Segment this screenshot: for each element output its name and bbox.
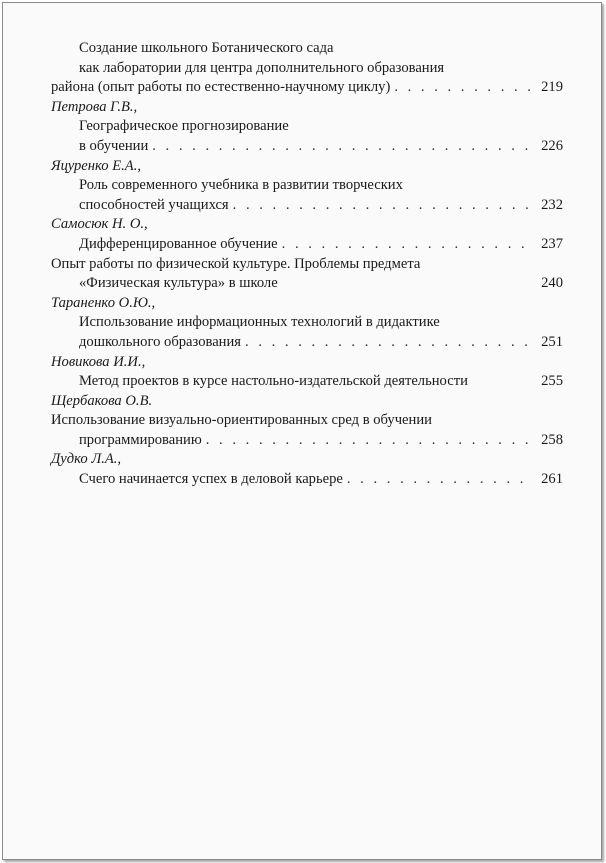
entry-author: Яцуренко Е.А., [51, 157, 141, 174]
entry-title-line: Использование информационных технологий в дидактике [79, 314, 440, 331]
entry-title-line: Метод проектов в курсе настольно-издательской деятельности [79, 373, 468, 390]
page-number: 261 [541, 471, 563, 488]
entry-title-line: Географическое прогнозирование [79, 118, 289, 135]
page-number: 232 [541, 196, 563, 213]
page-number: 240 [541, 275, 563, 292]
entry-title-line: Счего начинается успех в деловой карьере [79, 471, 343, 488]
entry-title-line: Создание школьного Ботанического сада [79, 40, 334, 56]
page-number: 258 [541, 431, 563, 448]
toc-entry [51, 157, 563, 216]
page-number: 219 [541, 79, 563, 96]
dot-leader [233, 196, 531, 216]
toc-entry [51, 392, 563, 451]
entry-author: Самосюк Н. О., [51, 216, 148, 233]
toc-entry [51, 98, 563, 157]
toc-entry [51, 39, 563, 98]
toc-entry [51, 255, 563, 294]
table-of-contents [51, 39, 563, 490]
entry-title-line: «Физическая культура» в школе [79, 275, 278, 292]
entry-author: Дудко Л.А., [51, 451, 122, 468]
entry-title-line: в обучении [79, 137, 149, 154]
page-number: 251 [541, 333, 563, 350]
entry-title-line: Опыт работы по физической культуре. Проблемы предмета [51, 255, 421, 272]
dot-leader [347, 470, 531, 490]
entry-author: Щербакова О.В. [51, 392, 153, 409]
entry-author: Тараненко О.Ю., [51, 294, 156, 311]
document-page [2, 2, 602, 860]
entry-title-line: способностей учащихся [79, 196, 229, 213]
entry-title-line: Использование визуально-ориентированных сред в обучении [51, 412, 432, 429]
dot-leader [282, 235, 531, 255]
entry-title-line: Дифференцированное обучение [79, 235, 278, 252]
entry-author: Новикова И.И., [51, 353, 146, 370]
dot-leader [394, 78, 531, 98]
toc-entry [51, 294, 563, 353]
entry-title-line: как лаборатории для центра дополнительного образования [79, 59, 445, 76]
entry-title-line: Роль современного учебника в развитии творческих [79, 177, 403, 194]
dot-leader [152, 137, 531, 157]
entry-author: Петрова Г.В., [51, 98, 138, 115]
page-number: 255 [541, 373, 563, 390]
entry-title-line: дошкольного образования [79, 333, 242, 350]
dot-leader [245, 333, 531, 353]
dot-leader [206, 431, 531, 451]
page-number: 226 [541, 137, 563, 154]
page-number: 237 [541, 235, 563, 252]
entry-title-line: программированию [79, 431, 202, 448]
toc-entry [51, 353, 563, 392]
toc-entry [51, 450, 563, 489]
entry-title-line: района (опыт работы по естественно-научному циклу) [51, 79, 391, 96]
toc-entry [51, 215, 563, 254]
